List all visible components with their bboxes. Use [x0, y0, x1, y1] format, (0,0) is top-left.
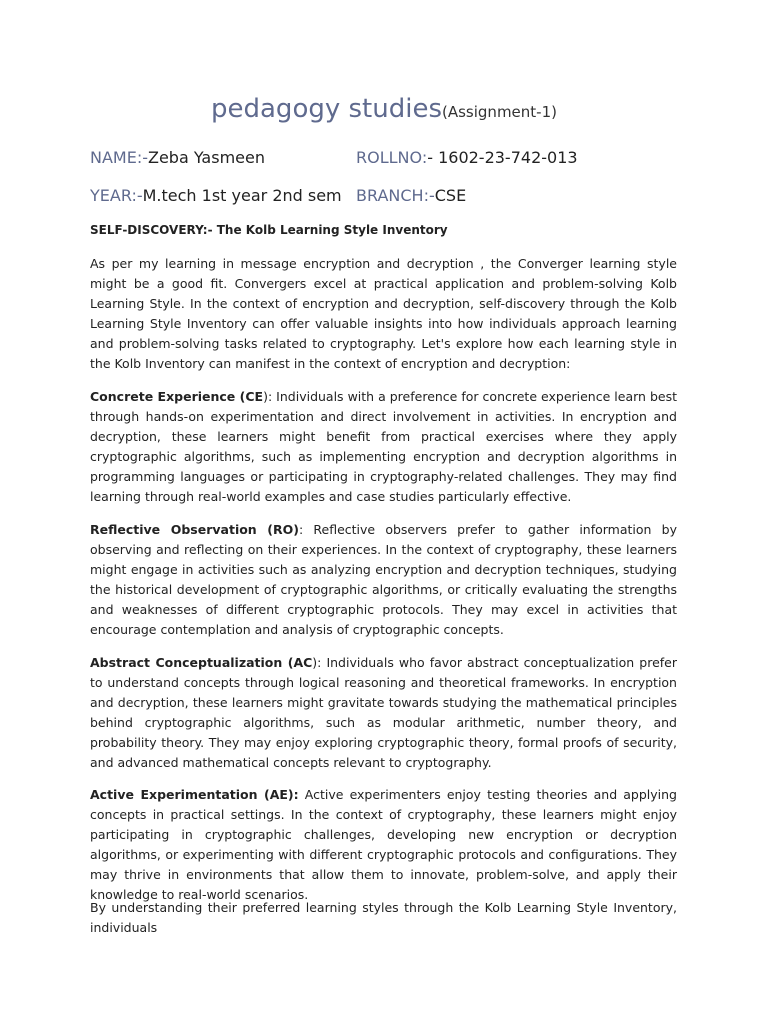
- title-subtitle: (Assignment-1): [442, 103, 557, 121]
- abstract-conceptualization-paragraph: [90, 653, 677, 773]
- concrete-experience-paragraph: [90, 387, 677, 507]
- rollno-value: - 1602-23-742-013: [427, 148, 578, 167]
- title-main: pedagogy studies: [211, 94, 442, 124]
- active-experimentation-text: Active experimenters enjoy testing theories and applying concepts in practical settings. In the context of cryptography, these learners might enjoy participating in cryptographic challenges, developing new encryption or decryption algorithms, or experimenting with different cryptographic protocols and configurations. They may thrive in environments that allow them to innovate, problem-solve, and apply their knowledge to real-world scenarios.: [90, 787, 677, 902]
- section-heading: SELF-DISCOVERY:- The Kolb Learning Style Inventory: [90, 223, 448, 237]
- concrete-experience-term: Concrete Experience (CE: [90, 389, 264, 404]
- branch-label: BRANCH:-: [356, 186, 435, 205]
- year-label: YEAR:-: [90, 186, 143, 205]
- reflective-observation-term: Reflective Observation (RO): [90, 522, 299, 537]
- rollno-label: ROLLNO:: [356, 148, 428, 167]
- name-label: NAME:-: [90, 148, 148, 167]
- intro-paragraph: As per my learning in message encryption and decryption , the Converger learning style might be a good fit. Convergers excel at practical application and problem-solving Kolb Learning Style. In the context of encryption and decryption, self-discovery through the Kolb Learning Style Inventory can offer valuable insights into how individuals approach learning and problem-solving tasks related to cryptography. Let's explore how each learning style in the Kolb Inventory can manifest in the context of encryption and decryption:: [90, 256, 677, 371]
- rollno-field: [356, 148, 578, 167]
- active-experimentation-paragraph: [90, 785, 677, 905]
- closing-paragraph: By understanding their preferred learning styles through the Kolb Learning Style Inventory, individuals: [90, 900, 677, 935]
- abstract-conceptualization-text: ): Individuals who favor abstract conceptualization prefer to understand concepts through logical reasoning and theoretical frameworks. In encryption and decryption, these learners might gravitate towards studying the mathematical principles behind cryptographic algorithms, such as modular arithmetic, number theory, and probability theory. They may enjoy exploring cryptographic theory, formal proofs of security, and advanced mathematical concepts relevant to cryptography.: [90, 655, 677, 770]
- active-experimentation-term: Active Experimentation (AE):: [90, 787, 299, 802]
- concrete-experience-text: ): Individuals with a preference for concrete experience learn best through hands-on experimentation and direct involvement in activities. In encryption and decryption, these learners might benefit from practical exercises where they apply cryptographic algorithms, such as implementing encryption and decryption algorithms in programming languages or participating in cryptography-related challenges. They may find learning through real-world examples and case studies particularly effective.: [90, 389, 677, 504]
- abstract-conceptualization-term: Abstract Conceptualization (AC: [90, 655, 313, 670]
- reflective-observation-text: : Reflective observers prefer to gather information by observing and reflecting on their experiences. In the context of cryptography, these learners might engage in activities such as analyzing encryption and decryption techniques, studying the historical development of cryptographic algorithms, or critically evaluating the strengths and weaknesses of different cryptographic protocols. They may excel in activities that encourage contemplation and analysis of cryptographic concepts.: [90, 522, 677, 637]
- document-title: [0, 94, 768, 124]
- year-value: M.tech 1st year 2nd sem: [142, 186, 342, 205]
- name-value: Zeba Yasmeen: [148, 148, 265, 167]
- year-field: [90, 186, 342, 205]
- branch-field: [356, 186, 466, 205]
- name-field: [90, 148, 265, 167]
- branch-value: CSE: [434, 186, 467, 205]
- reflective-observation-paragraph: [90, 520, 677, 640]
